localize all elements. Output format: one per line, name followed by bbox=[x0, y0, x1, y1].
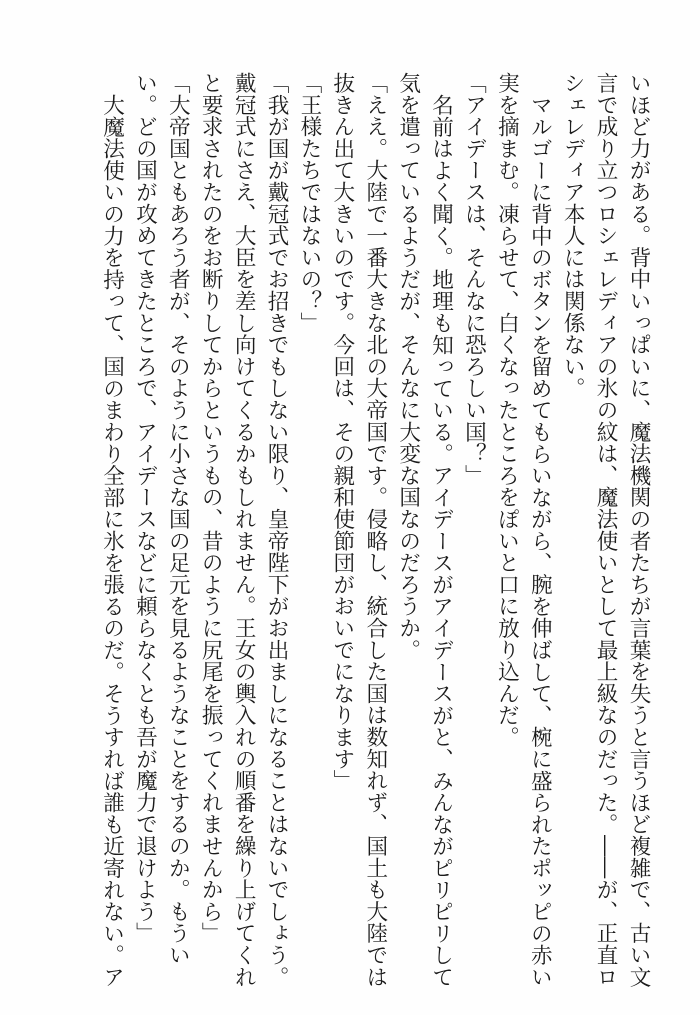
text-line: 大魔法使いの力を持って、国のまわり全部に氷を張るのだ。そうすれば誰も近寄れない。ア bbox=[99, 93, 125, 988]
text-line: 実を摘まむ。凍らせて、白くなったところをぽいと口に放り込んだ。 bbox=[494, 72, 520, 748]
text-line: 「大帝国ともあろう者が、そのように小さな国の足元を見るようなことをするのか。もうい bbox=[165, 72, 191, 966]
text-line: い。どの国が攻めてきたところで、アイデースなどに頼らなくとも吾が魔力で退けよう」 bbox=[132, 72, 158, 944]
text-line: 気を遣っているようだが、そんなに大変な国なのだろうか。 bbox=[395, 72, 421, 661]
text-line: 「アイデースは、そんなに恐ろしい国？」 bbox=[461, 72, 487, 487]
text-line: いほど力がある。背中いっぱいに、魔法機関の者たちが言葉を失うと言うほど複雑で、古い文 bbox=[626, 72, 651, 988]
text-line: 名前はよく聞く。地理も知っている。アイデースがアイデースがと、みんながピリピリして bbox=[428, 93, 454, 988]
text-line: 抜きん出て大きいのです。今回は、その親和使節団がおいでになります」 bbox=[329, 72, 355, 792]
text-line: と要求されたのをお断りしてからというもの、昔のように尻尾を振ってくれませんから」 bbox=[198, 72, 224, 944]
text-line: 「王様たちではないの？」 bbox=[296, 72, 322, 334]
text-line: マルゴーに背中のボタンを留めてもらいながら、腕を伸ばして、椀に盛られたポッピの赤い bbox=[527, 93, 553, 988]
text-line: 言で成り立つロシェレディアの氷の紋は、魔法使いとして最上級なのだった。――が、正直ロ bbox=[593, 72, 619, 988]
text-line: 戴冠式にさえ、大臣を差し向けてくるかもしれません。王女の輿入れの順番を繰り上げてくれ bbox=[231, 72, 257, 988]
text-line: 「我が国が戴冠式でお招きでもしない限り、皇帝陛下がお出ましになることはないでしょう。 bbox=[264, 72, 290, 988]
text-line: シェレディア本人には関係ない。 bbox=[560, 72, 586, 399]
vertical-text-body bbox=[95, 72, 654, 988]
text-line: 「ええ。大陸で一番大きな北の大帝国です。侵略し、統合した国は数知れず、国土も大陸では bbox=[362, 72, 388, 988]
